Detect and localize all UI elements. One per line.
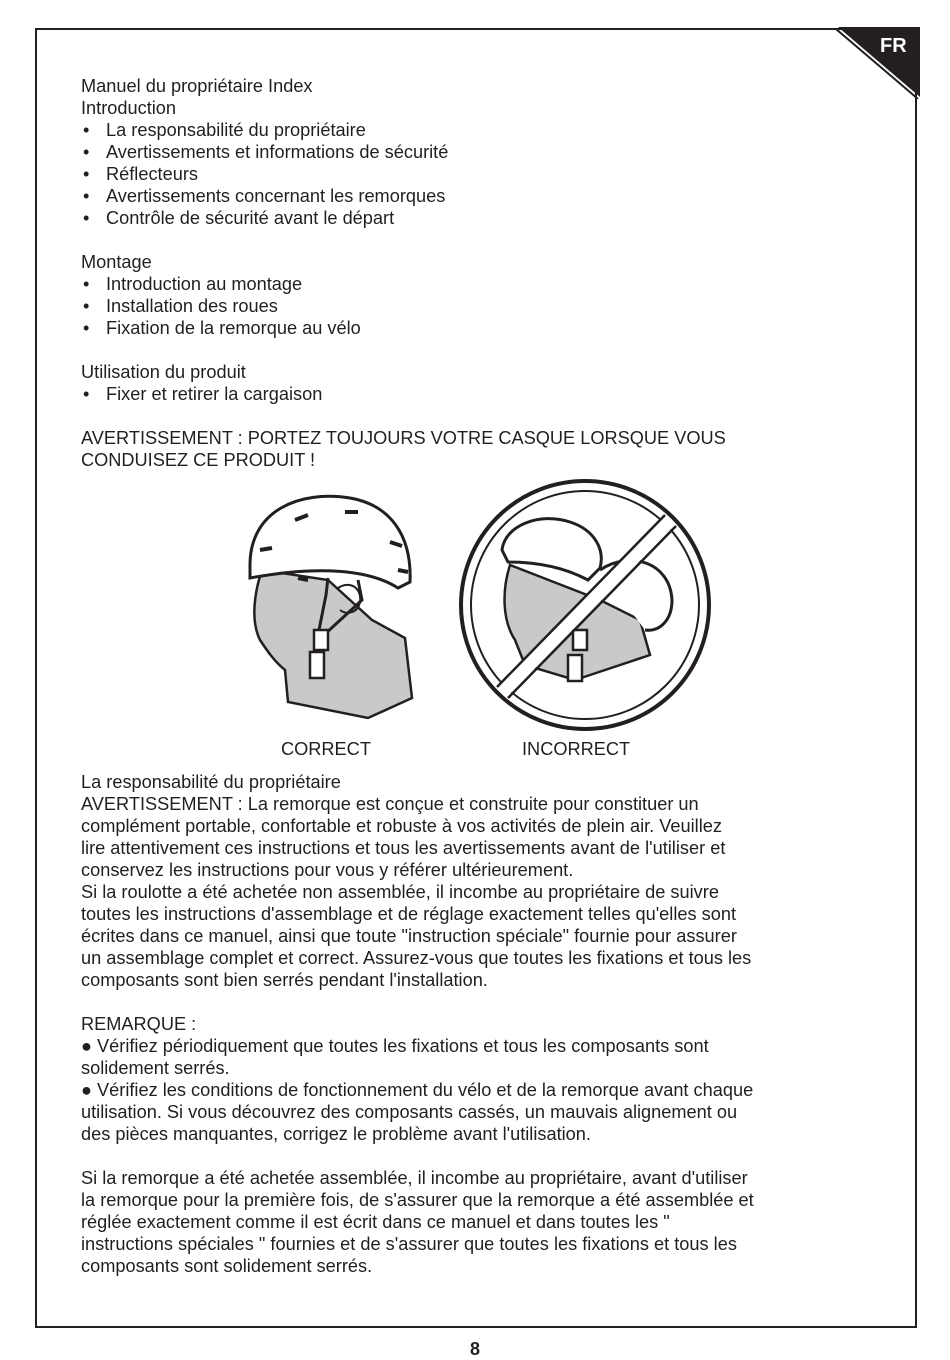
remarque-heading: REMARQUE :	[81, 1014, 197, 1034]
paragraph-line: un assemblage complet et correct. Assurez-vous que toutes les fixations et tous les	[81, 948, 752, 968]
list-item: • Fixer et retirer la cargaison	[83, 384, 323, 404]
language-label: FR	[880, 35, 907, 57]
list-item: • Contrôle de sécurité avant le départ	[83, 208, 395, 228]
paragraph-line: AVERTISSEMENT : La remorque est conçue et construite pour constituer un	[81, 794, 699, 814]
paragraph-line: complément portable, confortable et robuste à vos activités de plein air. Veuillez	[81, 816, 722, 836]
section-heading: La responsabilité du propriétaire	[81, 772, 341, 792]
paragraph-line: lire attentivement ces instructions et tous les avertissements avant de l'utiliser et	[81, 838, 726, 858]
remarque-line: ● Vérifiez périodiquement que toutes les fixations et tous les composants sont	[81, 1036, 709, 1056]
remarque-line: des pièces manquantes, corrigez le problème avant l'utilisation.	[81, 1124, 591, 1144]
list-item: • Fixation de la remorque au vélo	[83, 318, 361, 338]
paragraph-line: instructions spéciales " fournies et de s'assurer que toutes les fixations et tous les	[81, 1234, 737, 1254]
paragraph-line: la remorque pour la première fois, de s'assurer que la remorque a été assemblée et	[81, 1190, 754, 1210]
paragraph-line: composants sont bien serrés pendant l'installation.	[81, 970, 488, 990]
list-item: • Installation des roues	[83, 296, 278, 316]
correct-caption: CORRECT	[281, 739, 371, 759]
list-item: • Avertissements et informations de sécurité	[83, 142, 449, 162]
index-title: Manuel du propriétaire Index	[81, 76, 313, 96]
correct-helmet-figure	[250, 496, 412, 718]
incorrect-caption: INCORRECT	[522, 739, 631, 759]
paragraph-line: composants sont solidement serrés.	[81, 1256, 373, 1276]
paragraph-line: écrites dans ce manuel, ainsi que toute "instruction spéciale" fournie pour assurer	[81, 926, 737, 946]
page-number: 8	[469, 1339, 480, 1359]
paragraph-line: Si la remorque a été achetée assemblée, il incombe au propriétaire, avant d'utiliser	[81, 1168, 748, 1188]
remarque-line: utilisation. Si vous découvrez des composants cassés, un mauvais alignement ou	[81, 1102, 738, 1122]
paragraph-line: conservez les instructions pour vous y référer ultérieurement.	[81, 860, 574, 880]
paragraph-line: toutes les instructions d'assemblage et de réglage exactement telles qu'elles sont	[81, 904, 736, 924]
index-section	[81, 75, 881, 471]
incorrect-helmet-figure	[461, 481, 709, 729]
remarque-line: ● Vérifiez les conditions de fonctionnement du vélo et de la remorque avant chaque	[81, 1080, 754, 1100]
index-heading-montage: Montage	[81, 252, 152, 272]
index-heading-utilisation: Utilisation du produit	[81, 362, 246, 382]
list-item: • Avertissements concernant les remorques	[83, 186, 446, 206]
list-item: • La responsabilité du propriétaire	[83, 120, 366, 140]
list-item: • Réflecteurs	[83, 164, 198, 184]
responsibility-section	[81, 771, 881, 1277]
list-item: • Introduction au montage	[83, 274, 303, 294]
helmet-warning-line: CONDUISEZ CE PRODUIT !	[81, 450, 316, 470]
remarque-line: solidement serrés.	[81, 1058, 230, 1078]
helmet-illustration	[240, 470, 720, 735]
paragraph-line: Si la roulotte a été achetée non assemblée, il incombe au propriétaire de suivre	[81, 882, 719, 902]
index-heading-introduction: Introduction	[81, 98, 177, 118]
helmet-warning-line: AVERTISSEMENT : PORTEZ TOUJOURS VOTRE CASQUE LORSQUE VOUS	[81, 428, 726, 448]
paragraph-line: réglée exactement comme il est écrit dans ce manuel et dans toutes les "	[81, 1212, 670, 1232]
